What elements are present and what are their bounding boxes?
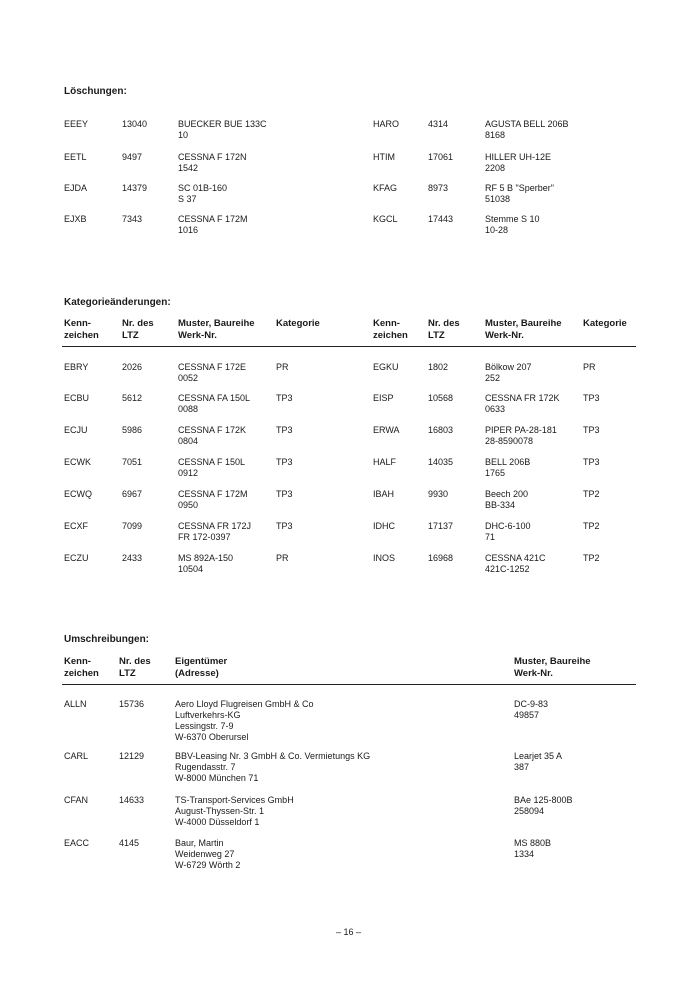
kategorie-value: TP3 (276, 521, 293, 531)
ltz-number: 9497 (122, 152, 143, 162)
kategorie-value: TP3 (583, 425, 600, 435)
section-title-kategorieaenderungen: Kategorieänderungen: (64, 297, 171, 308)
ltz-number: 12129 (119, 751, 145, 761)
werk-nr: 1765 (485, 468, 506, 478)
kennzeichen: ECWK (64, 457, 91, 467)
header-muster: Muster, Baureihe Werk-Nr. (178, 318, 255, 341)
kennzeichen: EJXB (64, 214, 87, 224)
werk-nr: 8168 (485, 130, 506, 140)
kennzeichen: EBRY (64, 362, 89, 372)
ltz-number: 7099 (122, 521, 143, 531)
kategorie-value: PR (276, 362, 289, 372)
kategorie-value: PR (276, 553, 289, 563)
werk-nr: 0950 (178, 500, 199, 510)
werk-nr: 28-8590078 (485, 436, 534, 446)
werk-nr: 10504 (178, 564, 204, 574)
werk-nr: 0912 (178, 468, 199, 478)
header-ltz: Nr. des LTZ (122, 318, 154, 341)
kennzeichen: INOS (373, 553, 396, 563)
werk-nr: 10 (178, 130, 189, 140)
kennzeichen: EEEY (64, 119, 89, 129)
ltz-number: 7343 (122, 214, 143, 224)
muster: CESSNA F 172N (178, 152, 247, 162)
kategorie-value: TP2 (583, 489, 600, 499)
ltz-number: 5612 (122, 393, 143, 403)
kennzeichen: EACC (64, 838, 90, 848)
ltz-number: 7051 (122, 457, 143, 467)
muster-werk: MS 880B 1334 (514, 838, 552, 859)
ltz-number: 13040 (122, 119, 148, 129)
kennzeichen: HTIM (373, 152, 395, 162)
werk-nr: 252 (485, 373, 501, 383)
kennzeichen: CARL (64, 751, 89, 761)
muster: Stemme S 10 (485, 214, 540, 224)
werk-nr: 1016 (178, 225, 199, 235)
muster: CESSNA F 172E (178, 362, 247, 372)
werk-nr: FR 172-0397 (178, 532, 231, 542)
werk-nr: 421C-1252 (485, 564, 530, 574)
muster: CESSNA F 150L (178, 457, 246, 467)
ltz-number: 2026 (122, 362, 143, 372)
muster: SC 01B-160 (178, 183, 228, 193)
kennzeichen: EISP (373, 393, 394, 403)
muster: CESSNA FA 150L (178, 393, 251, 403)
muster: CESSNA 421C (485, 553, 546, 563)
ltz-number: 17061 (428, 152, 454, 162)
kategorie-value: TP3 (583, 457, 600, 467)
kennzeichen: ERWA (373, 425, 400, 435)
muster-werk: Learjet 35 A 387 (514, 751, 563, 772)
muster: MS 892A-150 (178, 553, 234, 563)
header-divider (62, 346, 636, 347)
muster: AGUSTA BELL 206B (485, 119, 569, 129)
werk-nr: 0052 (178, 373, 199, 383)
kategorie-value: TP3 (276, 393, 293, 403)
kennzeichen: HALF (373, 457, 397, 467)
muster: CESSNA FR 172J (178, 521, 252, 531)
muster: CESSNA F 172M (178, 489, 248, 499)
werk-nr: 71 (485, 532, 496, 542)
werk-nr: 1542 (178, 163, 199, 173)
kennzeichen: KFAG (373, 183, 398, 193)
kennzeichen: HARO (373, 119, 400, 129)
header-kategorie: Kategorie (583, 318, 627, 329)
ltz-number: 17137 (428, 521, 454, 531)
muster-werk: DC-9-83 49857 (514, 699, 549, 720)
header-muster: Muster, Baureihe Werk-Nr. (514, 656, 591, 679)
ltz-number: 8973 (428, 183, 449, 193)
eigentuemer-adresse: TS-Transport-Services GmbH August-Thyssen-Str. 1 W-4000 Düsseldorf 1 (175, 795, 294, 827)
muster: BUECKER BUE 133C (178, 119, 267, 129)
header-ltz: Nr. des LTZ (119, 656, 151, 679)
eigentuemer-adresse: Baur, Martin Weidenweg 27 W-6729 Wörth 2 (175, 838, 241, 870)
kennzeichen: EETL (64, 152, 87, 162)
kennzeichen: ECWQ (64, 489, 92, 499)
ltz-number: 4314 (428, 119, 449, 129)
muster: HILLER UH-12E (485, 152, 552, 162)
ltz-number: 1802 (428, 362, 449, 372)
werk-nr: S 37 (178, 194, 197, 204)
kategorie-value: TP2 (583, 521, 600, 531)
werk-nr: 2208 (485, 163, 506, 173)
eigentuemer-adresse: BBV-Leasing Nr. 3 GmbH & Co. Vermietungs KG Rugendasstr. 7 W-8000 München 71 (175, 751, 371, 783)
muster-werk: BAe 125-800B 258094 (514, 795, 573, 816)
kennzeichen: IBAH (373, 489, 395, 499)
werk-nr: 51038 (485, 194, 511, 204)
muster: CESSNA FR 172K (485, 393, 560, 403)
ltz-number: 14035 (428, 457, 454, 467)
header-divider (62, 684, 636, 685)
kennzeichen: IDHC (373, 521, 395, 531)
kennzeichen: ECBU (64, 393, 90, 403)
ltz-number: 15736 (119, 699, 145, 709)
kategorie-value: PR (583, 362, 596, 372)
kennzeichen: ECJU (64, 425, 88, 435)
werk-nr: 0088 (178, 404, 199, 414)
header-ltz: Nr. des LTZ (428, 318, 460, 341)
muster: DHC-6-100 (485, 521, 531, 531)
kennzeichen: EGKU (373, 362, 399, 372)
kennzeichen: CFAN (64, 795, 89, 805)
ltz-number: 14633 (119, 795, 145, 805)
muster: CESSNA F 172M (178, 214, 248, 224)
ltz-number: 5986 (122, 425, 143, 435)
header-muster: Muster, Baureihe Werk-Nr. (485, 318, 562, 341)
ltz-number: 9930 (428, 489, 449, 499)
header-kennzeichen: Kenn- zeichen (64, 656, 99, 679)
ltz-number: 16803 (428, 425, 454, 435)
muster: RF 5 B "Sperber" (485, 183, 554, 193)
ltz-number: 4145 (119, 838, 140, 848)
kennzeichen: ECZU (64, 553, 89, 563)
muster: Beech 200 (485, 489, 529, 499)
muster: CESSNA F 172K (178, 425, 247, 435)
eigentuemer-adresse: Aero Lloyd Flugreisen GmbH & Co Luftverkehrs-KG Lessingstr. 7-9 W-6370 Oberursel (175, 699, 314, 742)
kennzeichen: ALLN (64, 699, 87, 709)
ltz-number: 17443 (428, 214, 454, 224)
muster: BELL 206B (485, 457, 531, 467)
header-kategorie: Kategorie (276, 318, 320, 329)
kategorie-value: TP3 (583, 393, 600, 403)
werk-nr: 10-28 (485, 225, 509, 235)
kennzeichen: EJDA (64, 183, 88, 193)
kennzeichen: KGCL (373, 214, 398, 224)
werk-nr: 0633 (485, 404, 506, 414)
page-number: – 16 – (336, 927, 362, 937)
section-title-loeschungen: Löschungen: (64, 86, 127, 97)
muster: PIPER PA-28-181 (485, 425, 557, 435)
ltz-number: 6967 (122, 489, 143, 499)
ltz-number: 2433 (122, 553, 143, 563)
header-eigentuemer: Eigentümer (Adresse) (175, 656, 228, 679)
werk-nr: 0804 (178, 436, 199, 446)
muster: Bölkow 207 (485, 362, 532, 372)
kennzeichen: ECXF (64, 521, 89, 531)
header-kennzeichen: Kenn- zeichen (64, 318, 99, 341)
ltz-number: 10568 (428, 393, 454, 403)
kategorie-value: TP2 (583, 553, 600, 563)
header-kennzeichen: Kenn- zeichen (373, 318, 408, 341)
ltz-number: 16968 (428, 553, 454, 563)
section-title-umschreibungen: Umschreibungen: (64, 634, 150, 645)
kategorie-value: TP3 (276, 425, 293, 435)
kategorie-value: TP3 (276, 457, 293, 467)
kategorie-value: TP3 (276, 489, 293, 499)
werk-nr: BB-334 (485, 500, 516, 510)
ltz-number: 14379 (122, 183, 148, 193)
